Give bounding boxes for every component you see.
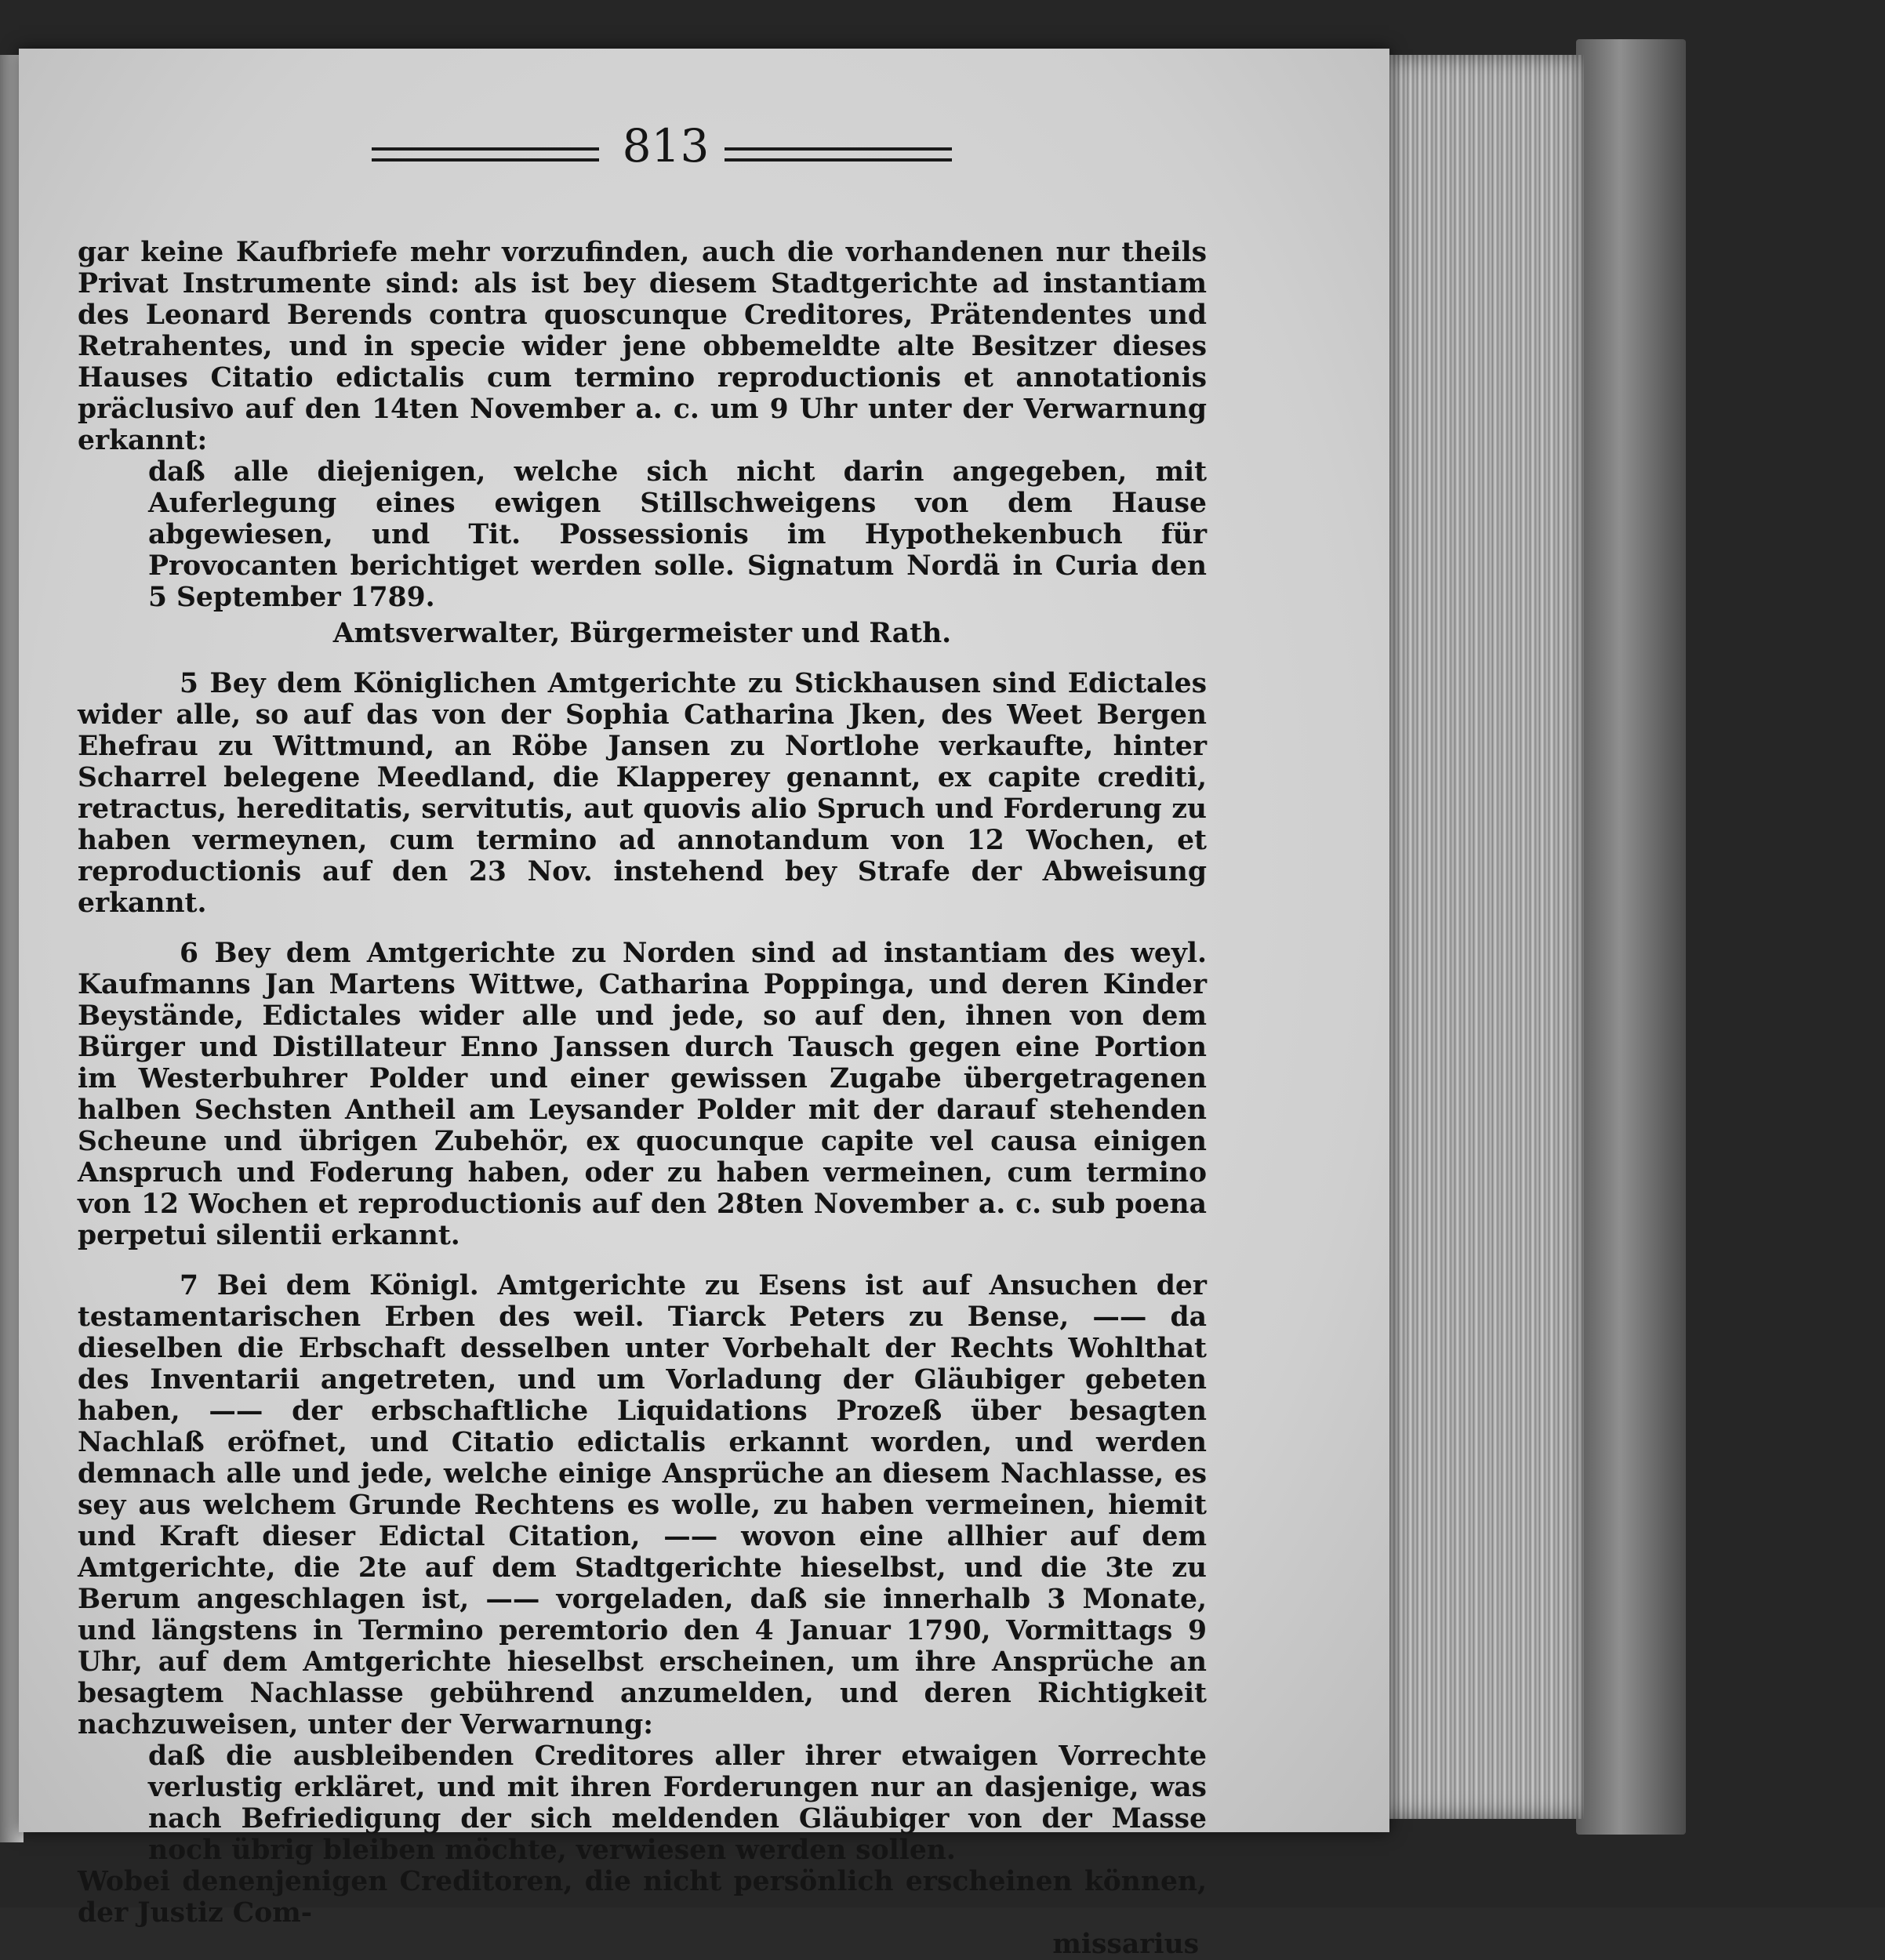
page-number: 813	[622, 119, 710, 172]
paragraph-7-clause: daß die ausbleibenden Creditores aller ihrer etwaigen Vorrechte verlustig erkläret, und mit ihren Forderungen nur an dasjenige, was nach Befriedigung der sich meldenden Gläubiger von der Masse noch übrig bleiben möchte, verwiesen werden sollen.	[148, 1740, 1207, 1866]
header-rule-right	[725, 147, 952, 162]
book-cover-edge	[1576, 39, 1686, 1835]
page-body	[78, 237, 1207, 1960]
page-stack-edge	[1380, 55, 1584, 1819]
paragraph-6: 6 Bey dem Amtgerichte zu Norden sind ad instantiam des weyl. Kaufmanns Jan Martens Wittwe, Catharina Poppinga, und deren Kinder Beystände, Edictales wider alle und jede, so auf den, ihnen von dem Bürger und Distillateur Enno Janssen durch Tausch gegen eine Portion im Westerbuhrer Polder und einer gewissen Zugabe übergetragenen halben Sechsten Antheil am Leysander Polder mit der darauf stehenden Scheune und übrigen Zubehör, ex quocunque capite vel causa einigen Anspruch und Foderung haben, oder zu haben vermeinen, cum termino von 12 Wochen et reproductionis auf den 28ten November a. c. sub poena perpetui silentii erkannt.	[78, 938, 1207, 1251]
paragraph-7: 7 Bei dem Königl. Amtgerichte zu Esens ist auf Ansuchen der testamentarischen Erben des weil. Tiarck Peters zu Bense, —— da dieselben die Erbschaft desselben unter Vorbehalt der Rechts Wohlthat des Inventarii angetreten, und um Vorladung der Gläubiger gebeten haben, —— der erbschaftliche Liquidations Prozeß über besagten Nachlaß eröfnet, und Citatio edictalis erkannt worden, und werden demnach alle und jede, welche einige Ansprüche an diesem Nachlasse, es sey aus welchem Grunde Rechtens es wolle, zu haben vermeinen, hiemit und Kraft dieser Edictal Citation, —— wovon eine allhier auf dem Amtgerichte, die 2te auf dem Stadtgerichte hieselbst, und die 3te zu Berum angeschlagen ist, —— vorgeladen, daß sie innerhalb 3 Monate, und längstens in Termino peremtorio den 4 Januar 1790, Vormittags 9 Uhr, auf dem Amtgerichte hieselbst erscheinen, um ihre Ansprüche an besagtem Nachlasse gebührend anzumelden, und deren Richtigkeit nachzuweisen, unter der Verwarnung:	[78, 1270, 1207, 1740]
page-header	[348, 119, 975, 182]
paragraph-7-final: Wobei denenjenigen Creditoren, die nicht persönlich erscheinen können, der Justiz Com-	[78, 1866, 1207, 1929]
catchword: missarius	[1052, 1929, 1199, 1960]
book-page	[19, 49, 1389, 1960]
paragraph-continuation: gar keine Kaufbriefe mehr vorzufinden, auch die vorhandenen nur theils Privat Instrumente sind: als ist bey diesem Stadtgerichte ad instantiam des Leonard Berends contra quoscunque Creditores, Prätendentes und Retrahentes, und in specie wider jene obbemeldte alte Besitzer dieses Hauses Citatio edictalis cum termino reproductionis et annotationis präclusivo auf den 14ten November a. c. um 9 Uhr unter der Verwarnung erkannt:	[78, 237, 1207, 456]
paragraph-clause: daß alle diejenigen, welche sich nicht darin angegeben, mit Auferlegung eines ewigen Stillschweigens von dem Hause abgewiesen, und Tit. Possessionis im Hypothekenbuch für Provocanten berichtiget werden solle. Signatum Nordä in Curia den 5 September 1789.	[148, 456, 1207, 613]
paragraph-signature: Amtsverwalter, Bürgermeister und Rath.	[332, 618, 952, 649]
header-rule-left	[372, 147, 599, 162]
paragraph-5: 5 Bey dem Königlichen Amtgerichte zu Stickhausen sind Edictales wider alle, so auf das von der Sophia Catharina Jken, des Weet Bergen Ehefrau zu Wittmund, an Röbe Jansen zu Nortlohe verkaufte, hinter Scharrel belegene Meedland, die Klapperey genannt, ex capite crediti, retractus, hereditatis, servitutis, aut quovis alio Spruch und Forderung zu haben vermeynen, cum termino ad annotandum von 12 Wochen, et reproductionis auf den 23 Nov. instehend bey Strafe der Abweisung erkannt.	[78, 668, 1207, 919]
